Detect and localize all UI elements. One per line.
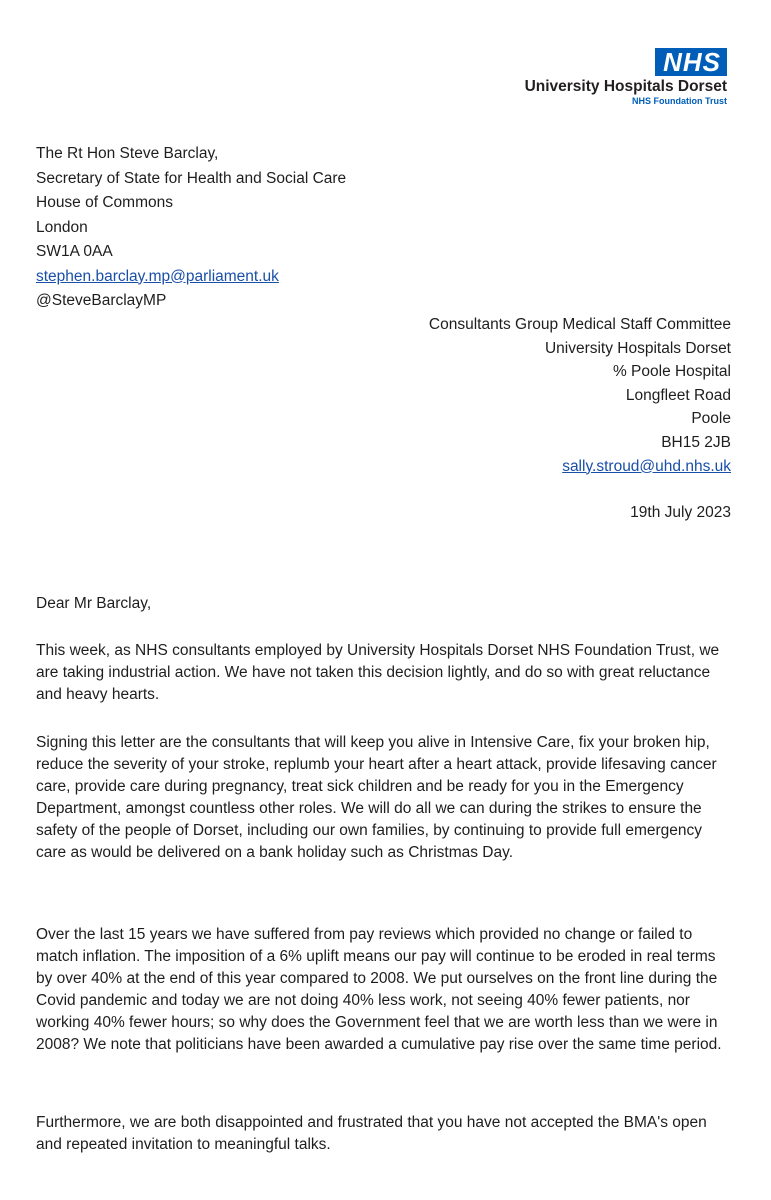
recipient-line: House of Commons [36, 194, 173, 211]
sender-email-link[interactable]: sally.stroud@uhd.nhs.uk [562, 457, 731, 475]
recipient-address [36, 142, 346, 314]
sender-line: % Poole Hospital [612, 363, 731, 381]
paragraph-1: This week, as NHS consultants employed by University Hospitals Dorset NHS Foundation Trust, we are taking industrial action. We have not taken this decision lightly, and do so with great reluctance and heavy hearts. [36, 642, 720, 703]
letter-date: 19th July 2023 [630, 504, 731, 521]
sender-line: University Hospitals Dorset [544, 339, 731, 357]
sender-line: Longfleet Road [625, 386, 731, 404]
recipient-line: SW1A 0AA [36, 243, 113, 260]
sender-address [429, 313, 731, 478]
recipient-email-link[interactable]: stephen.barclay.mp@parliament.uk [36, 267, 279, 285]
org-subtitle: NHS Foundation Trust [632, 96, 727, 106]
sender-line: Consultants Group Medical Staff Committee [428, 316, 731, 333]
paragraph-4: Furthermore, we are both disappointed and frustrated that you have not accepted the BMA's open and repeated invitation to meaningful talks. [36, 1114, 707, 1153]
org-name: University Hospitals Dorset [524, 78, 727, 95]
paragraph-2: Signing this letter are the consultants that will keep you alive in Intensive Care, fix your broken hip, reduce the severity of your stroke, replumb your heart after a heart attack, provide lifesaving cancer care, provide care during pregnancy, treat sick children and be ready for you in the Emergency Department, amongst countless other roles. We will do all we can during the strikes to ensure the safety of the people of Dorset, including our own families, by continuing to provide full emergency care as would be delivered on a bank holiday such as Christmas Day. [36, 734, 717, 861]
recipient-handle: @SteveBarclayMP [36, 292, 167, 309]
recipient-line: Secretary of State for Health and Social Care [36, 169, 347, 187]
nhs-logo [487, 48, 727, 107]
paragraph-3: Over the last 15 years we have suffered from pay reviews which provided no change or failed to match inflation. The imposition of a 6% uplift means our pay will continue to be eroded in real terms by over 40% at the end of this year compared to 2008. We put ourselves on the front line during the Covid pandemic and today we are not doing 40% less work, not seeing 40% fewer patients, nor working 40% fewer hours; so why does the Government feel that we are worth less than we were in 2008? We note that politicians have been awarded a cumulative pay rise over the same time period. [36, 926, 722, 1053]
sender-line: Poole [691, 410, 731, 428]
sender-line: BH15 2JB [661, 433, 731, 451]
recipient-line: The Rt Hon Steve Barclay, [36, 145, 219, 162]
recipient-line: London [36, 218, 88, 236]
salutation: Dear Mr Barclay, [36, 595, 152, 612]
nhs-mark: NHS [655, 48, 727, 76]
